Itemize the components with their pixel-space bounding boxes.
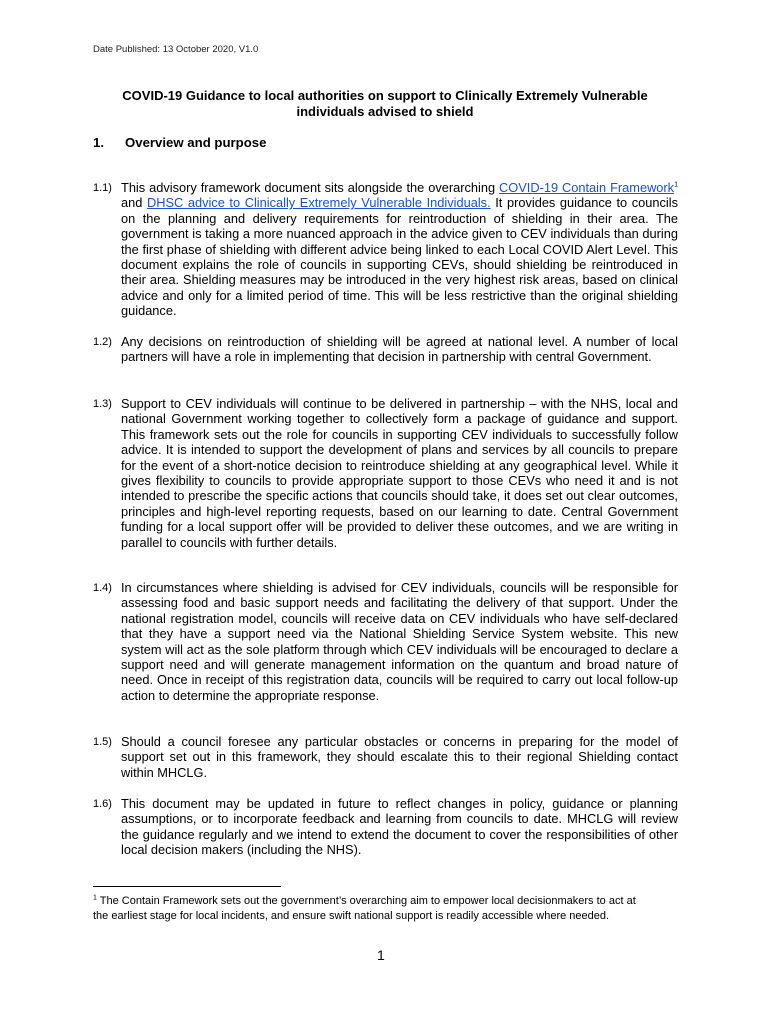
page-number: 1 [377,947,385,963]
paragraph-text: This document may be updated in future to reflect changes in policy, guidance or planning assumptions, or to incorporate feedback and learning from councils to date. MHCLG will review the guidance regularly and we intend to extend the document to cover the responsibilities of other local decision makers (including the NHS). [121,796,678,858]
paragraph-1-4 [93,580,678,703]
paragraph-number: 1.1) [93,182,112,194]
paragraph-number: 1.5) [93,736,112,748]
date-published: Date Published: 13 October 2020, V1.0 [93,44,259,55]
paragraph-1-1 [93,180,678,319]
paragraph-1-5 [93,734,678,780]
paragraph-number: 1.2) [93,336,112,348]
text-segment: This advisory framework document sits alongside the overarching [121,180,500,195]
paragraph-1-3 [93,396,678,550]
paragraph-text [121,180,678,319]
paragraph-text: Support to CEV individuals will continue to be delivered in partnership – with the NHS, local and national Government working together to collectively form a package of guidance and support. This framework sets out the role for councils in supporting CEV individuals to successfully follow advice. It is intended to support the development of plans and services by all councils to prepare for the event of a short-notice decision to reintroduce shielding at any geographical level. While it gives flexibility to councils to provide appropriate support to those CEVs who need it and is not intended to prescribe the specific actions that councils should take, it does set out clear outcomes, principles and high-level reporting requests, based on our learning to date. Central Government funding for a local support offer will be provided to deliver these outcomes, and we are writing in parallel to councils with further details. [121,396,678,550]
document-title: COVID-19 Guidance to local authorities on support to Clinically Extremely Vulnerable individuals advised to shield [122,88,648,119]
paragraph-text: Any decisions on reintroduction of shielding will be agreed at national level. A number of local partners will have a role in implementing that decision in partnership with central Government. [121,334,678,365]
footnote [93,894,653,924]
paragraph-number: 1.4) [93,582,112,594]
contain-framework-link[interactable]: COVID-19 Contain Framework [499,180,675,195]
paragraph-text: Should a council foresee any particular obstacles or concerns in preparing for the model of support set out in this framework, they should escalate this to their regional Shielding contact within MHCLG. [121,734,678,780]
paragraph-1-2 [93,334,678,365]
paragraph-text: In circumstances where shielding is advised for CEV individuals, councils will be responsible for assessing food and basic support needs and facilitating the delivery of that support. Under the national registration model, councils will receive data on CEV individuals who have self-declared that they have a support need via the National Shielding Service System website. This new system will act as the sole platform through which CEV individuals will be encouraged to declare a support need and will generate management information on the quantum and broad nature of need. Once in receipt of this registration data, councils will be required to carry out local follow-up action to determine the appropriate response. [121,580,678,703]
paragraph-1-6 [93,796,678,858]
text-segment: It provides guidance to councils on the planning and delivery requirements for reintroduction of shielding in their area. The government is taking a more nuanced approach in the advice given to CEV individuals than during the first phase of shielding with different advice being linked to each Local COVID Alert Level. This document explains the role of councils in supporting CEVs, should shielding be reintroduced in their area. Shielding measures may be introduced in the very highest risk areas, based on clinical advice and only for a limited period of time. This will be less restrictive than the original shielding guidance. [121,195,678,319]
dhsc-advice-link[interactable]: DHSC advice to Clinically Extremely Vulnerable Individuals. [146,195,491,211]
paragraph-number: 1.6) [93,798,112,810]
text-segment: and [121,195,147,211]
paragraph-number: 1.3) [93,398,112,410]
footnote-divider [93,886,281,887]
footnote-number: 1 [93,894,97,902]
footnote-reference[interactable]: 1 [674,181,678,189]
section-heading [93,135,266,150]
footnote-text: The Contain Framework sets out the government’s overarching aim to empower local decisionmakers to act at the earliest stage for local incidents, and ensure swift national support is readily accessible where needed. [93,895,636,922]
section-title: Overview and purpose [125,135,267,150]
section-number: 1. [93,135,104,150]
